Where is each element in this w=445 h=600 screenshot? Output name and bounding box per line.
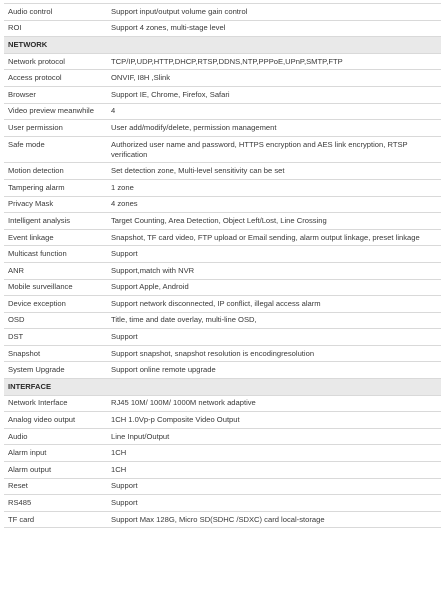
spec-label: ROI xyxy=(8,23,22,33)
spec-label: Tampering alarm xyxy=(8,182,65,192)
section-title: NETWORK xyxy=(8,39,48,49)
spec-value: Support 4 zones, multi-stage level xyxy=(111,23,226,33)
spec-label: System Upgrade xyxy=(8,365,65,375)
spec-value: Snapshot, TF card video, FTP upload or Email sending, alarm output linkage, preset linkage xyxy=(111,232,420,242)
table-row xyxy=(4,120,441,137)
spec-value: Target Counting, Area Detection, Object Left/Lost, Line Crossing xyxy=(111,215,327,225)
spec-label: OSD xyxy=(8,315,25,325)
spec-rows xyxy=(4,4,441,528)
table-row xyxy=(4,4,441,21)
spec-value: Support xyxy=(111,332,138,342)
spec-label: DST xyxy=(8,332,24,342)
spec-value: Support online remote upgrade xyxy=(111,365,216,375)
table-row xyxy=(4,313,441,330)
spec-label: RS485 xyxy=(8,498,32,508)
table-row xyxy=(4,512,441,529)
spec-table xyxy=(4,0,441,528)
spec-value: 4 zones xyxy=(111,199,138,209)
spec-value: Authorized user name and password, HTTPS encryption and AES link encryption, RTSP verification xyxy=(111,139,408,159)
section-title: INTERFACE xyxy=(8,381,52,391)
spec-value: RJ45 10M/ 100M/ 1000M network adaptive xyxy=(111,398,256,408)
spec-value: 1CH xyxy=(111,448,127,458)
spec-label: Analog video output xyxy=(8,415,76,425)
table-row xyxy=(4,180,441,197)
spec-label: Mobile surveillance xyxy=(8,282,73,292)
spec-value: 1CH xyxy=(111,464,127,474)
table-row xyxy=(4,137,441,164)
spec-value: Support,match with NVR xyxy=(111,265,195,275)
spec-value: Support input/output volume gain control xyxy=(111,6,248,16)
table-row xyxy=(4,87,441,104)
table-row xyxy=(4,213,441,230)
spec-value: Support Max 128G, Micro SD(SDHC /SDXC) card local-storage xyxy=(111,514,325,524)
table-row xyxy=(4,104,441,121)
spec-value: ONVIF, I8H ,Slink xyxy=(111,73,171,83)
spec-label: Multicast function xyxy=(8,249,67,259)
spec-value: Support network disconnected, IP conflict, illegal access alarm xyxy=(111,298,321,308)
spec-value: Support xyxy=(111,481,138,491)
spec-label: User permission xyxy=(8,122,63,132)
spec-value: Support xyxy=(111,498,138,508)
spec-label: Snapshot xyxy=(8,348,41,358)
spec-label: Browser xyxy=(8,89,36,99)
table-row xyxy=(4,429,441,446)
table-row xyxy=(4,346,441,363)
spec-label: Video preview meanwhile xyxy=(8,106,94,116)
section-header xyxy=(4,37,441,54)
spec-label: ANR xyxy=(8,265,25,275)
table-row xyxy=(4,230,441,247)
table-row xyxy=(4,445,441,462)
spec-value: Set detection zone, Multi-level sensitivity can be set xyxy=(111,166,285,176)
spec-value: Support IE, Chrome, Firefox, Safari xyxy=(111,89,230,99)
spec-label: Audio xyxy=(8,431,28,441)
table-row xyxy=(4,70,441,87)
table-row xyxy=(4,163,441,180)
spec-label: Alarm input xyxy=(8,448,47,458)
spec-label: Audio control xyxy=(8,6,53,16)
table-row xyxy=(4,21,441,38)
table-row xyxy=(4,280,441,297)
spec-label: Intelligent analysis xyxy=(8,215,71,225)
spec-value: Support xyxy=(111,249,138,259)
spec-label: Reset xyxy=(8,481,28,491)
spec-label: Safe mode xyxy=(8,139,45,149)
table-row xyxy=(4,329,441,346)
spec-label: Network Interface xyxy=(8,398,68,408)
section-header xyxy=(4,379,441,396)
table-row xyxy=(4,362,441,379)
table-row xyxy=(4,54,441,71)
table-row xyxy=(4,197,441,214)
spec-label: Access protocol xyxy=(8,73,62,83)
spec-label: Event linkage xyxy=(8,232,54,242)
spec-value: 4 xyxy=(111,106,116,116)
spec-value: Line Input/Output xyxy=(111,431,170,441)
spec-value: User add/modify/delete, permission management xyxy=(111,122,277,132)
spec-label: Network protocol xyxy=(8,56,65,66)
spec-label: Device exception xyxy=(8,298,66,308)
table-row xyxy=(4,296,441,313)
spec-value: Support snapshot, snapshot resolution is encodingresolution xyxy=(111,348,315,358)
spec-label: Alarm output xyxy=(8,464,52,474)
table-row xyxy=(4,396,441,413)
spec-label: Privacy Mask xyxy=(8,199,54,209)
spec-label: TF card xyxy=(8,514,35,524)
spec-value: Title, time and date overlay, multi-line OSD, xyxy=(111,315,257,325)
table-row xyxy=(4,462,441,479)
spec-value: Support Apple, Android xyxy=(111,282,189,292)
table-row xyxy=(4,479,441,496)
spec-label: Motion detection xyxy=(8,166,64,176)
spec-value: 1CH 1.0Vp-p Composite Video Output xyxy=(111,415,240,425)
table-row xyxy=(4,246,441,263)
table-row xyxy=(4,412,441,429)
table-row xyxy=(4,263,441,280)
table-row xyxy=(4,495,441,512)
spec-value: TCP/IP,UDP,HTTP,DHCP,RTSP,DDNS,NTP,PPPoE,UPnP,SMTP,FTP xyxy=(111,56,343,66)
spec-value: 1 zone xyxy=(111,182,134,192)
